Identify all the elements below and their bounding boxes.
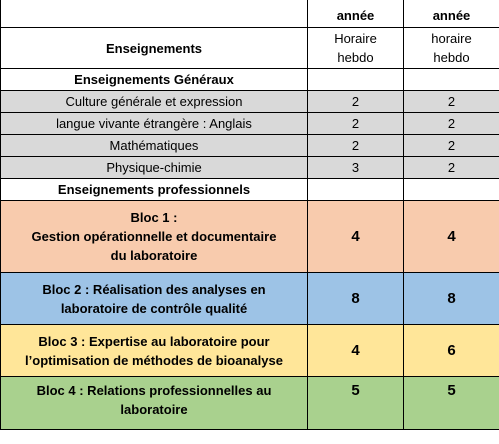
bloc-hours-year1: 5 (308, 377, 404, 430)
bloc-hours-year2: 4 (404, 201, 499, 273)
bloc-label-line1: Bloc 3 : Expertise au laboratoire pour (38, 333, 270, 349)
bloc-label (1, 273, 308, 325)
table-row (1, 113, 499, 135)
general-section-empty-1 (308, 69, 404, 91)
bloc-hours-year2: 8 (404, 273, 499, 325)
bloc-hours-year1: 4 (308, 325, 404, 377)
hours-col2-line2: hebdo (337, 50, 374, 65)
table-row (1, 157, 499, 179)
hours-year2: 2 (404, 135, 499, 157)
hours-col2-line1: Horaire (334, 31, 377, 46)
hours-year2: 2 (404, 91, 499, 113)
subjects-header: Enseignements (1, 28, 308, 69)
bloc-hours-year1: 8 (308, 273, 404, 325)
hours-col3-line1: horaire (431, 31, 472, 46)
subject-label: Mathématiques (1, 135, 308, 157)
subject-label: langue vivante étrangère : Anglais (1, 113, 308, 135)
professional-section-row (1, 179, 499, 201)
subject-label: Culture générale et expression (1, 91, 308, 113)
year-col3-header: année (404, 0, 499, 28)
professional-section-empty-1 (308, 179, 404, 201)
bloc-label-line2: laboratoire (120, 402, 188, 417)
hours-col3-header (404, 28, 499, 69)
general-section-row (1, 69, 499, 91)
hours-year1: 2 (308, 135, 404, 157)
year-col2-header: année (308, 0, 404, 28)
year-header-row (1, 0, 499, 28)
bloc-hours-year2: 5 (404, 377, 499, 430)
bloc-row-2 (1, 273, 499, 325)
bloc-label-line3: du laboratoire (110, 248, 198, 263)
hours-year2: 2 (404, 113, 499, 135)
bloc-label-line1: Bloc 4 : Relations professionnelles au (36, 383, 272, 398)
hours-col2-header (308, 28, 404, 69)
bloc-label-line1: Bloc 1 : (130, 210, 178, 225)
professional-section-empty-2 (404, 179, 499, 201)
bloc-row-3 (1, 325, 499, 377)
bloc-label (1, 325, 308, 377)
bloc-hours-year1: 4 (308, 201, 404, 273)
bloc-label-line2: Gestion opérationnelle et documentaire (31, 229, 277, 244)
general-section-empty-2 (404, 69, 499, 91)
professional-section-title: Enseignements professionnels (1, 179, 308, 201)
bloc-hours-year2: 6 (404, 325, 499, 377)
year-header-empty (1, 0, 308, 28)
bloc-label-line2: l’optimisation de méthodes de bioanalyse (25, 352, 283, 368)
general-section-title: Enseignements Généraux (1, 69, 308, 91)
bloc-row-1 (1, 201, 499, 273)
bloc-label (1, 201, 308, 273)
subjects-header-row (1, 28, 499, 69)
table-row (1, 91, 499, 113)
hours-year1: 2 (308, 113, 404, 135)
hours-col3-line2: hebdo (433, 50, 470, 65)
hours-year1: 3 (308, 157, 404, 179)
bloc-row-4 (1, 377, 499, 430)
table-row (1, 135, 499, 157)
hours-year1: 2 (308, 91, 404, 113)
subject-label: Physique-chimie (1, 157, 308, 179)
bloc-label (1, 377, 308, 430)
hours-year2: 2 (404, 157, 499, 179)
bloc-label-line1: Bloc 2 : Réalisation des analyses en (42, 281, 266, 297)
bloc-label-line2: laboratoire de contrôle qualité (60, 300, 248, 316)
